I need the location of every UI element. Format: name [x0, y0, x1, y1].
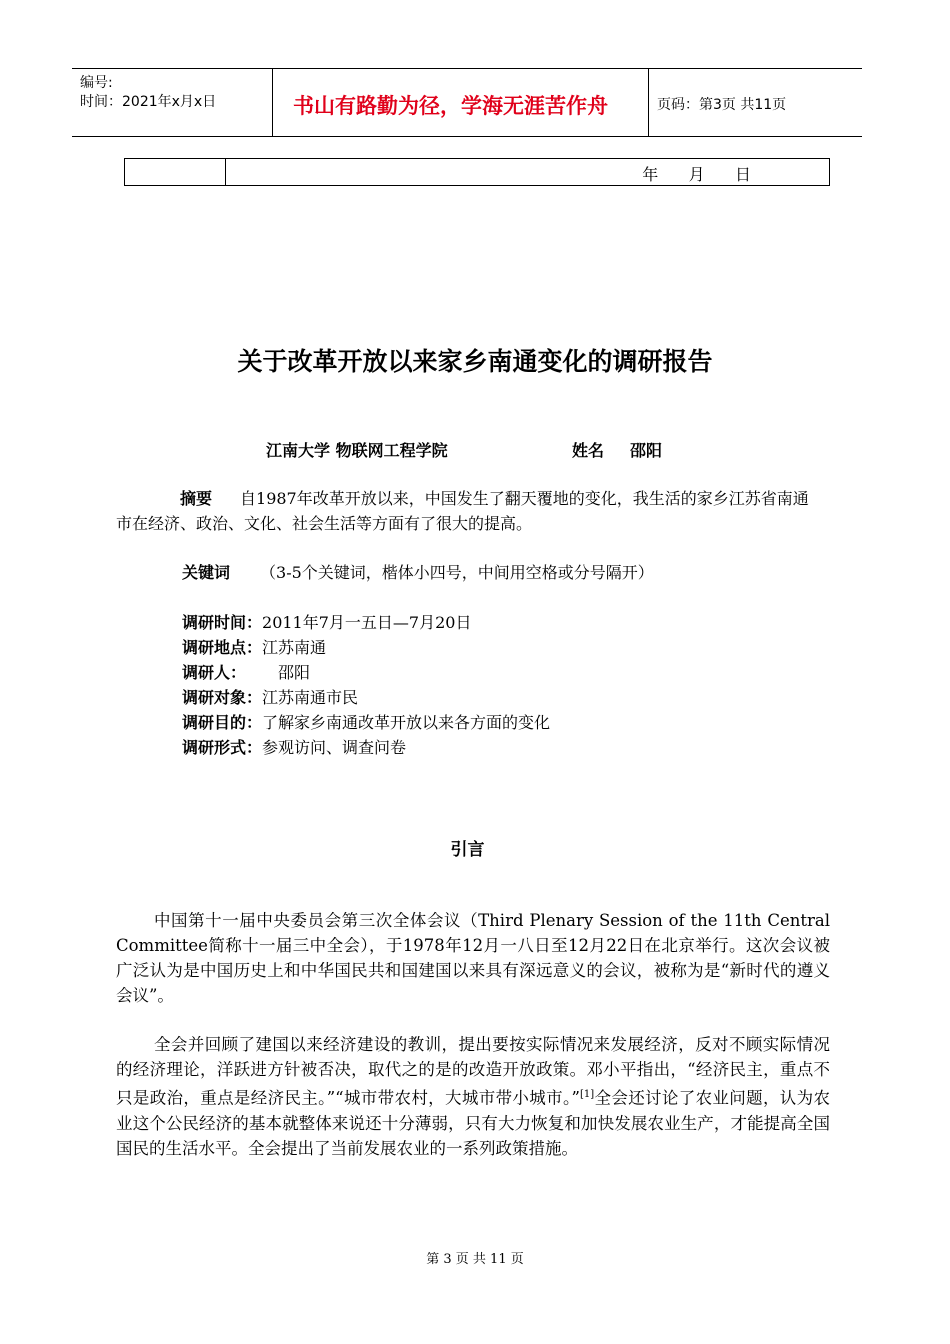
header-right-cell — [649, 69, 862, 136]
author-name-label: 姓名 — [572, 441, 605, 460]
page-footer: 第 3 页 共 11 页 — [426, 1252, 524, 1267]
info-label: 调研对象： — [182, 688, 263, 707]
info-row — [182, 685, 358, 708]
abstract-text: 自1987年改革开放以来，中国发生了翻天覆地的变化，我生活的家乡江苏省南通市在经济、政治、文化、社会生活等方面有了很大的提高。 — [116, 489, 809, 533]
info-row — [182, 735, 406, 758]
info-value: 了解家乡南通改革开放以来各方面的变化 — [262, 713, 551, 732]
info-label: 调研形式： — [182, 738, 263, 757]
header-motto-cell — [273, 69, 649, 136]
date-text: 年 月 日 — [642, 165, 753, 184]
info-row — [182, 610, 471, 633]
abstract — [116, 486, 821, 536]
date-box — [124, 158, 830, 186]
author-name: 邵阳 — [630, 441, 663, 460]
section-title: 引言 — [450, 840, 485, 860]
info-row — [182, 660, 310, 683]
abstract-label: 摘要 — [180, 489, 213, 508]
date-box-divider — [225, 159, 226, 185]
paragraph-2-part2: 全会还讨论了农业问题，认为农业这个公民经济的基本就整体来说还十分薄弱，只有大力恢复和加快发展农业生产，才能提高全国国民的生活水平。全会提出了当前发展农业的一系列政策措施。 — [116, 1088, 830, 1158]
keywords-line — [182, 560, 654, 583]
page-info: 页码：第3页 共11页 — [657, 97, 787, 113]
info-row — [182, 635, 326, 658]
keywords-label: 关键词 — [182, 563, 231, 582]
paragraph-2-part1: 全会并回顾了建国以来经济建设的教训，提出要按实际情况来发展经济，反对不顾实际情况的经济理论，洋跃进方针被否决，取代之的是的改造开放政策。邓小平指出，“经济民主，重点不只是政治，重点是经济民主。”“城市带农村，大城市带小城市。” — [116, 1035, 830, 1108]
info-row — [182, 710, 550, 733]
info-label: 调研人： — [182, 663, 247, 682]
page-title: 关于改革开放以来家乡南通变化的调研报告 — [237, 347, 713, 376]
reference-mark: [1] — [579, 1089, 595, 1100]
paragraph-1: 中国第十一届中央委员会第三次全体会议（Third Plenary Session of the 11th Central Committee简称十一届三中全会），于1978年12月一八日至12月22日在北京举行。这次会议被广泛认为是中国历史上和中华国民共和国建国以来具有深远意义的会议，被称为是“新时代的遵义会议”。 — [116, 911, 830, 1005]
info-value: 参观访问、调查问卷 — [262, 738, 407, 757]
info-value: 2011年7月一五日—7月20日 — [262, 613, 472, 632]
header-left-cell — [72, 69, 273, 136]
paragraph-2 — [116, 1032, 830, 1161]
info-value: 江苏南通市民 — [262, 688, 359, 707]
keywords-text: （3-5个关键词，楷体小四号，中间用空格或分号隔开） — [260, 563, 654, 582]
info-label: 调研时间： — [182, 613, 263, 632]
info-label: 调研地点： — [182, 638, 263, 657]
time-label: 时间：2021年x月x日 — [80, 94, 217, 110]
motto: 书山有路勤为径，学海无涯苦作舟 — [293, 94, 608, 118]
info-value: 江苏南通 — [262, 638, 327, 657]
author-school: 江南大学 物联网工程学院 — [266, 441, 448, 460]
number-label: 编号: — [80, 75, 113, 91]
info-value: 邵阳 — [278, 663, 311, 682]
info-label: 调研目的： — [182, 713, 263, 732]
page-header — [72, 68, 862, 137]
